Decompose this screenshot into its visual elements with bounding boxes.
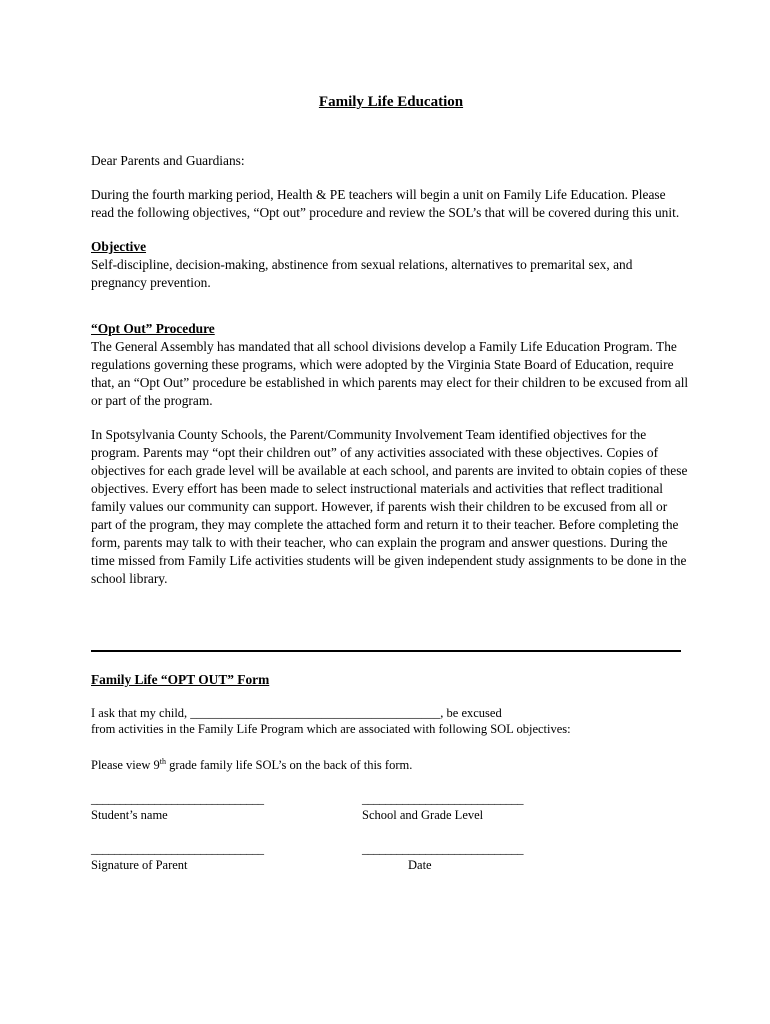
signature-row-1 [91,791,691,825]
child-name-line[interactable]: I ask that my child, ________________________________________, be excused [91,706,502,720]
view-prefix: Please view 9 [91,758,160,772]
date-blank[interactable]: ____________________________ [362,842,523,856]
opt-out-section [91,320,691,410]
page-title: Family Life Education [318,94,464,110]
intro-paragraph: During the fourth marking period, Health & PE teachers will begin a unit on Family Life Education. Please read the following objectives, “Opt out” procedure and review the SOL’s that will be covered during this unit. [91,187,680,220]
opt-out-paragraph-1: The General Assembly has mandated that all school divisions develop a Family Life Education Program. The regulations governing these programs, which were adopted by the Virginia State Board of Education, require that, an “Opt Out” procedure be established in which parents may elect for their children to be excused from all or part of the program. [91,339,689,408]
form-heading: Family Life “OPT OUT” Form [91,672,270,687]
view-suffix: grade family life SOL’s on the back of this form. [165,758,413,772]
student-name-blank[interactable]: ______________________________ [91,792,264,806]
objective-heading: Objective [91,239,147,254]
parent-signature-blank[interactable]: ______________________________ [91,842,264,856]
date-field[interactable] [362,841,582,873]
salutation: Dear Parents and Guardians: [91,153,245,168]
objective-text: Self-discipline, decision-making, abstinence from sexual relations, alternatives to premarital sex, and pregnancy prevention. [91,257,633,290]
view-superscript: th [159,756,166,766]
objective-section [91,238,691,292]
view-sol-line [91,757,691,773]
opt-out-form [91,670,691,875]
opt-out-heading: “Opt Out” Procedure [91,321,215,336]
parent-signature-field[interactable] [91,841,311,873]
opt-out-paragraph-2: In Spotsylvania County Schools, the Parent/Community Involvement Team identified objectives for the program. Parents may “opt their children out” of any activities associated with these objectives. Copies of objectives for each grade level will be available at each school, and parents are invited to obtain copies of these objectives. Every effort has been made to select instructional materials and activities that reflect traditional family values our community can support. However, if parents wish their children to be excused from all or part of the program, they may complete the attached form and return it to their teacher. Before completing the form, parents may talk to with their teacher, who can explain the program and answer questions. During the time missed from Family Life activities students will be given independent study assignments to be done in the school library. [91,427,688,586]
letter-body [91,92,691,588]
parent-signature-label: Signature of Parent [91,858,188,872]
school-grade-blank[interactable]: ____________________________ [362,792,523,806]
school-grade-label: School and Grade Level [362,808,484,822]
student-name-label: Student’s name [91,808,168,822]
signature-row-2 [91,841,691,875]
student-name-field[interactable] [91,791,311,823]
date-label: Date [408,858,432,872]
section-divider [91,650,681,652]
objectives-line: from activities in the Family Life Program which are associated with following SOL objectives: [91,722,571,736]
school-grade-field[interactable] [362,791,582,823]
